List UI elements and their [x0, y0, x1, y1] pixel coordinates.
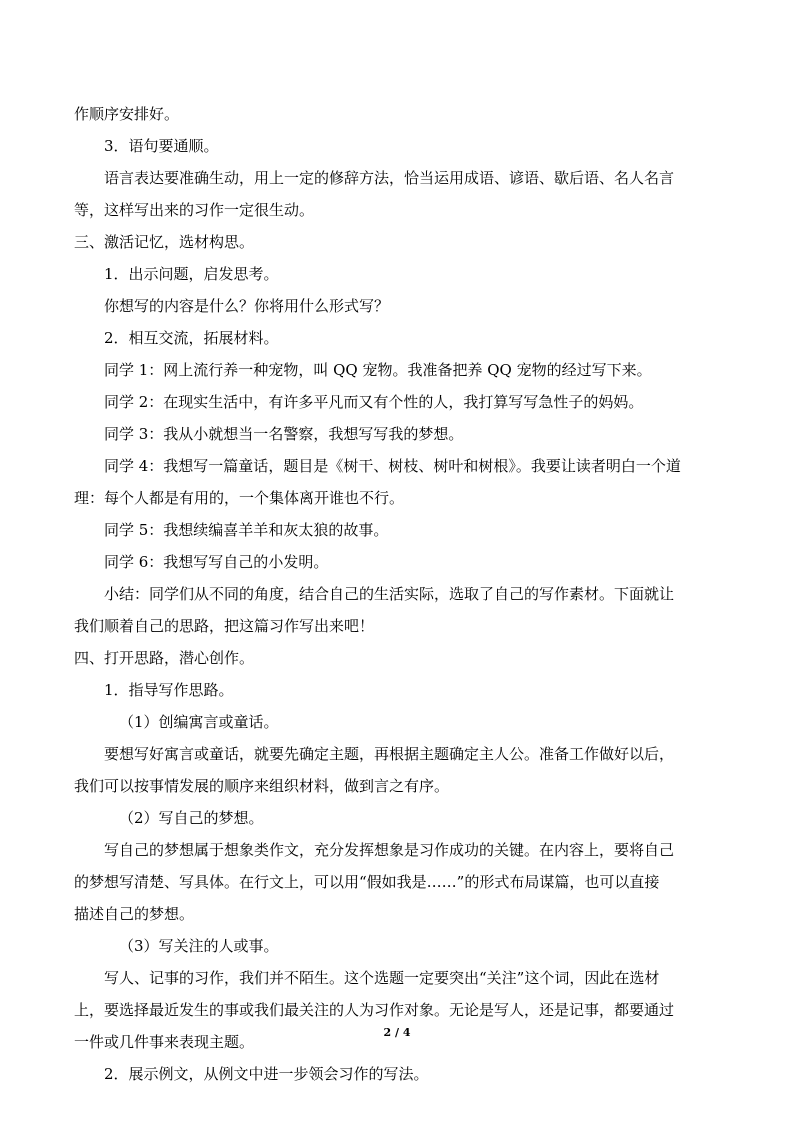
text-line: 要想写好寓言或童话，就要先确定主题，再根据主题确定主人公。准备工作做好以后，	[104, 745, 675, 763]
text-line: （2）写自己的梦想。	[119, 809, 264, 827]
text-line: 三、激活记忆，选材构思。	[74, 233, 255, 251]
text-line: 2．展示例文，从例文中进一步领会习作的写法。	[104, 1065, 429, 1083]
text-line: 描述自己的梦想。	[74, 905, 195, 923]
text-line: 等，这样写出来的习作一定很生动。	[74, 201, 315, 219]
text-line: 同学 6：我想写写自己的小发明。	[104, 553, 329, 571]
page-number: 2 / 4	[383, 1026, 411, 1039]
text-line: 的梦想写清楚、写具体。在行文上，可以用“假如我是……”的形式布局谋篇，也可以直接	[74, 873, 660, 891]
text-line: 同学 2：在现实生活中，有许多平凡而又有个性的人，我打算写写急性子的妈妈。	[104, 393, 644, 411]
text-line: （1）创编寓言或童话。	[119, 713, 279, 731]
document-body	[74, 100, 720, 1092]
text-line: 写自己的梦想属于想象类作文，充分发挥想象是习作成功的关键。在内容上，要将自己	[104, 841, 675, 859]
text-line: 1．出示问题，启发思考。	[104, 265, 279, 283]
text-line: 上，要选择最近发生的事或我们最关注的人为习作对象。无论是写人，还是记事，都要通过	[74, 1001, 675, 1019]
text-line: 写人、记事的习作，我们并不陌生。这个选题一定要突出“关注”这个词，因此在选材	[104, 969, 660, 987]
text-line: 同学 1：网上流行养一种宠物，叫 QQ 宠物。我准备把养 QQ 宠物的经过写下来。	[104, 361, 652, 379]
text-line: 同学 4：我想写一篇童话，题目是《树干、树枝、树叶和树根》。我要让读者明白一个道	[104, 457, 681, 475]
text-line: 语言表达要准确生动，用上一定的修辞方法，恰当运用成语、谚语、歇后语、名人名言	[104, 169, 675, 187]
text-line: 同学 3：我从小就想当一名警察，我想写写我的梦想。	[104, 425, 464, 443]
text-line: 1．指导写作思路。	[104, 681, 234, 699]
text-line: 同学 5：我想续编喜羊羊和灰太狼的故事。	[104, 521, 389, 539]
text-line: 作顺序安排好。	[74, 105, 180, 123]
text-line: 3．语句要通顺。	[104, 137, 219, 155]
text-line: 小结：同学们从不同的角度，结合自己的生活实际，选取了自己的写作素材。下面就让	[104, 585, 675, 603]
text-line: 理：每个人都是有用的，一个集体离开谁也不行。	[74, 489, 405, 507]
text-line: （3）写关注的人或事。	[119, 937, 279, 955]
text-line: 一件或几件事来表现主题。	[74, 1033, 255, 1051]
text-line: 我们可以按事情发展的顺序来组织材料，做到言之有序。	[74, 777, 450, 795]
text-line: 四、打开思路，潜心创作。	[74, 649, 255, 667]
text-line: 2．相互交流，拓展材料。	[104, 329, 279, 347]
text-line: 我们顺着自己的思路，把这篇习作写出来吧！	[74, 617, 375, 635]
text-line: 你想写的内容是什么？你将用什么形式写？	[104, 297, 390, 315]
